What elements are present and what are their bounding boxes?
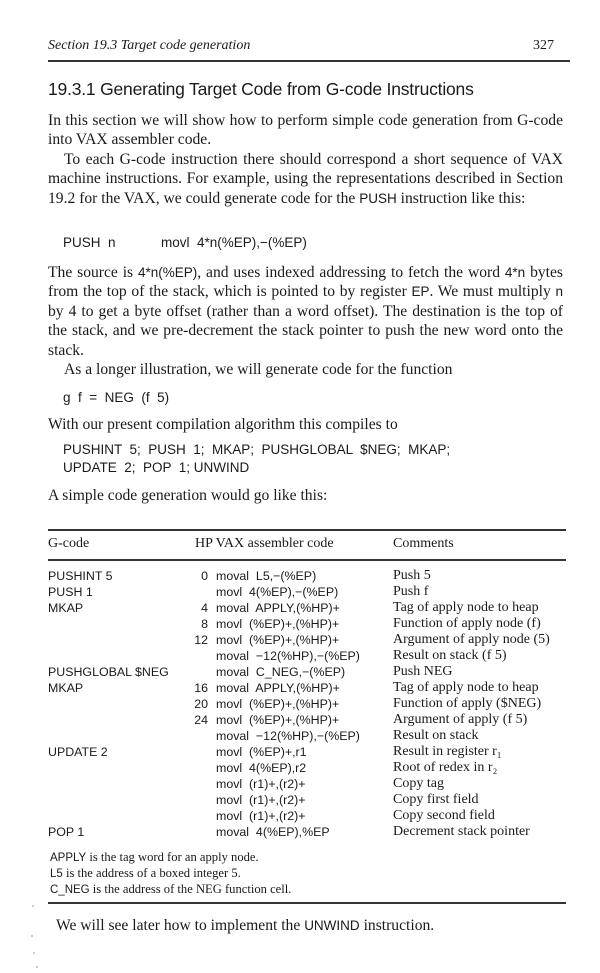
cell-offset: 16 bbox=[194, 681, 208, 695]
p3-4n-term: 4*n bbox=[504, 265, 526, 280]
header-gcode: G-code bbox=[48, 536, 90, 551]
cell-assembler: moval −12(%HP),−(%EP) bbox=[216, 729, 360, 743]
cell-offset: 4 bbox=[201, 601, 208, 615]
cell-assembler: moval L5,−(%EP) bbox=[216, 569, 317, 583]
note-term: C_NEG bbox=[50, 884, 90, 896]
cell-comment: Function of apply ($NEG) bbox=[393, 696, 542, 711]
p3-text-b: , and uses indexed addressing to fetch the word bbox=[197, 264, 505, 281]
cell-assembler: movl (%EP)+,(%HP)+ bbox=[216, 633, 340, 647]
cell-comment: Function of apply node (f) bbox=[393, 616, 541, 631]
cell-assembler: movl (r1)+,(r2)+ bbox=[216, 809, 306, 823]
cell-comment: Copy first field bbox=[393, 792, 479, 807]
header-assembler: HP VAX assembler code bbox=[195, 536, 334, 551]
cell-offset: 12 bbox=[194, 633, 208, 647]
cell-comment: Tag of apply node to heap bbox=[393, 680, 539, 695]
code-function-def: g f = NEG (f 5) bbox=[63, 390, 170, 405]
cell-gcode: POP 1 bbox=[48, 825, 85, 839]
cell-assembler: movl (%EP)+,(%HP)+ bbox=[216, 617, 340, 631]
cell-comment: Argument of apply (f 5) bbox=[393, 712, 528, 727]
table-note bbox=[50, 881, 291, 898]
note-term: L5 bbox=[50, 868, 63, 880]
p3-n-term: n bbox=[555, 284, 563, 300]
note-text: is the address of the NEG function cell. bbox=[89, 882, 292, 896]
cell-offset: 8 bbox=[201, 617, 208, 631]
p3-ep-term: EP bbox=[411, 284, 430, 300]
paragraph-intro: In this section we will show how to perform simple code generation from G-code into VAX assembler code. bbox=[48, 112, 563, 149]
cell-assembler: movl 4(%EP),r2 bbox=[216, 761, 307, 775]
code-compiled-line-2: UPDATE 2; POP 1; UNWIND bbox=[63, 460, 250, 475]
table-header-rule bbox=[48, 559, 566, 561]
running-head-title: Section 19.3 Target code generation bbox=[48, 38, 251, 53]
cell-comment: Result on stack (f 5) bbox=[393, 648, 507, 663]
cell-comment: Root of redex in r₂ bbox=[393, 760, 498, 775]
p3-text-c: bytes from the top of the stack, which is pointed to by register bbox=[48, 264, 563, 301]
header-comments: Comments bbox=[393, 536, 454, 551]
p2-text-b: instruction like this: bbox=[396, 189, 526, 207]
cell-comment: Copy tag bbox=[393, 776, 444, 791]
cell-offset: 24 bbox=[194, 713, 208, 727]
cell-assembler: movl 4(%EP),−(%EP) bbox=[216, 585, 339, 599]
cell-assembler: moval APPLY,(%HP)+ bbox=[216, 601, 340, 615]
cell-comment: Copy second field bbox=[393, 808, 495, 823]
p3-src-term: 4*n(%EP) bbox=[137, 265, 198, 280]
cell-assembler: movl (%EP)+,(%HP)+ bbox=[216, 697, 340, 711]
cell-comment: Push f bbox=[393, 584, 429, 599]
cell-assembler: movl (r1)+,(r2)+ bbox=[216, 793, 306, 807]
running-head bbox=[48, 38, 568, 60]
cell-gcode: MKAP bbox=[48, 601, 84, 615]
closing-text-b: instruction. bbox=[359, 917, 435, 934]
cell-gcode: UPDATE 2 bbox=[48, 745, 108, 759]
paragraph-longer-illustration bbox=[48, 360, 563, 379]
code-push-gcode: PUSH n bbox=[63, 235, 116, 250]
cell-offset: 0 bbox=[201, 569, 208, 583]
paragraph-compiles-to: With our present compilation algorithm this compiles to bbox=[48, 416, 398, 433]
p4-text: As a longer illustration, we will generate code for the function bbox=[64, 361, 453, 378]
closing-unwind-term: UNWIND bbox=[304, 918, 360, 933]
cell-gcode: PUSHGLOBAL $NEG bbox=[48, 665, 169, 679]
section-heading: 19.3.1 Generating Target Code from G-code Instructions bbox=[48, 79, 474, 99]
closing-sentence bbox=[56, 917, 434, 935]
p3-text-a: The source is bbox=[48, 264, 138, 281]
closing-text-a: We will see later how to implement the bbox=[56, 917, 305, 934]
cell-assembler: moval 4(%EP),%EP bbox=[216, 825, 330, 839]
table-note bbox=[50, 849, 259, 866]
header-rule bbox=[48, 60, 570, 62]
cell-assembler: movl (%EP)+,(%HP)+ bbox=[216, 713, 340, 727]
cell-assembler: movl (r1)+,(r2)+ bbox=[216, 777, 306, 791]
scan-speck bbox=[31, 935, 33, 937]
code-compiled-line-1: PUSHINT 5; PUSH 1; MKAP; PUSHGLOBAL $NEG; MKAP; bbox=[63, 442, 451, 457]
cell-gcode: MKAP bbox=[48, 681, 84, 695]
scan-speck bbox=[32, 905, 34, 907]
cell-gcode: PUSHINT 5 bbox=[48, 569, 113, 583]
cell-offset: 20 bbox=[194, 697, 208, 711]
p2-push-term: PUSH bbox=[359, 190, 397, 206]
page-number: 327 bbox=[533, 38, 554, 53]
paragraph-source-explanation bbox=[48, 263, 563, 360]
table-note bbox=[50, 865, 241, 882]
cell-comment: Push 5 bbox=[393, 568, 431, 583]
note-text: is the tag word for an apply node. bbox=[86, 850, 259, 864]
paragraph-simple-codegen: A simple code generation would go like this: bbox=[48, 487, 328, 504]
cell-assembler: moval −12(%HP),−(%EP) bbox=[216, 649, 360, 663]
cell-comment: Argument of apply node (5) bbox=[393, 632, 550, 647]
code-push-vax: movl 4*n(%EP),−(%EP) bbox=[161, 235, 307, 250]
note-term: APPLY bbox=[50, 852, 87, 864]
cell-comment: Result in register r₁ bbox=[393, 744, 502, 759]
p3-text-d: . We must multiply bbox=[429, 283, 556, 301]
cell-comment: Tag of apply node to heap bbox=[393, 600, 539, 615]
paragraph-push-example bbox=[48, 150, 563, 208]
cell-comment: Result on stack bbox=[393, 728, 479, 743]
cell-assembler: movl (%EP)+,r1 bbox=[216, 745, 307, 759]
cell-gcode: PUSH 1 bbox=[48, 585, 93, 599]
cell-assembler: moval C_NEG,−(%EP) bbox=[216, 665, 346, 679]
note-text: is the address of a boxed integer 5. bbox=[62, 866, 241, 880]
scan-speck bbox=[36, 966, 38, 968]
scan-speck bbox=[33, 952, 35, 954]
p2-text-a: To each G-code instruction there should correspond a short sequence of VAX machine instructions. For example, using the representations described in Section 19.2 for the VAX, we could generate code for the bbox=[48, 151, 563, 207]
cell-comment: Decrement stack pointer bbox=[393, 824, 530, 839]
table-top-rule bbox=[48, 529, 566, 531]
p3-text-e: by 4 to get a byte offset (rather than a word offset). The destination is the top of the stack, and we pre-decrement the stack pointer to push the new word onto the stack. bbox=[48, 302, 563, 359]
table-bottom-rule bbox=[48, 902, 566, 904]
cell-comment: Push NEG bbox=[393, 664, 453, 679]
cell-assembler: moval APPLY,(%HP)+ bbox=[216, 681, 340, 695]
